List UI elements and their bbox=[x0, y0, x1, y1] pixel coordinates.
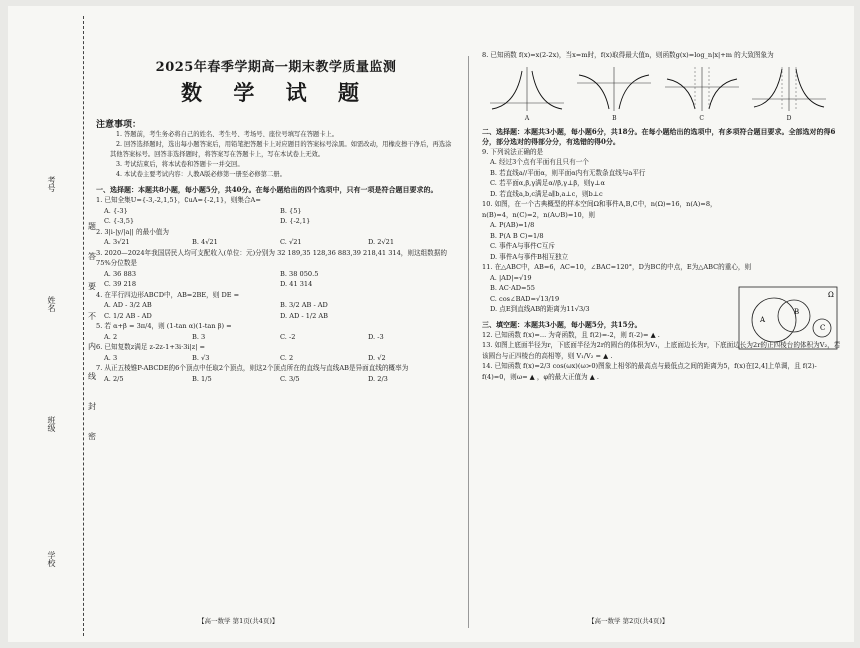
graph-a-icon bbox=[488, 65, 566, 113]
question-stem: 9. 下列说法正确的是 bbox=[482, 147, 544, 156]
option: B. √3 bbox=[192, 353, 210, 362]
footer-page-2: 【高一数学 第2页(共4页)】 bbox=[588, 617, 669, 625]
question-stem: 4. 在平行四边形ABCD中，AB=2BE，则 DE = bbox=[96, 290, 240, 299]
seal-word: 线 bbox=[88, 372, 96, 381]
question-stem: 12. 已知函数 f(x)=... 为奇函数，且 f(2)=-2，则 f(-2)= ▲ . bbox=[482, 330, 660, 339]
option: C. -2 bbox=[280, 332, 296, 341]
graph-label: D bbox=[786, 114, 792, 122]
option: C. 39 218 bbox=[104, 280, 137, 288]
option: B. 若直线a//平面α，则平面α内有无数条直线与a平行 bbox=[490, 168, 646, 177]
question-stem: 5. 若 α+β = 3π/4，则 (1-tan α)(1-tan β) = bbox=[96, 322, 232, 330]
option: D. √2 bbox=[368, 353, 386, 362]
option: B. P(A B C)=1/8 bbox=[490, 231, 544, 240]
option: A. 36 883 bbox=[104, 269, 137, 278]
notes-heading: 注意事项： bbox=[96, 120, 142, 130]
seal-word: 要 bbox=[88, 282, 96, 291]
note-item: 2. 回答选择题时，选出每小题答案后，用铅笔把答题卡上对应题目的答案标号涂黑。如需改动，用橡皮擦干净后，再选涂其他答案标号。回答非选择题时，将答案写在答题卡上，写在本试卷上无效。 bbox=[110, 141, 452, 158]
option: C. 2 bbox=[280, 353, 294, 362]
option: C. 事件A与事件C互斥 bbox=[490, 242, 555, 250]
question-options bbox=[96, 332, 456, 343]
section-heading: 二、选择题：本题共3小题，每小题6分，共18分。在每小题给出的选项中，有多项符合题目要求。全部选对的得6分，部分选对的得部分分，有选错的得0分。 bbox=[482, 126, 836, 146]
graph-d-icon bbox=[750, 65, 828, 113]
graph-b-icon bbox=[575, 65, 653, 113]
left-column bbox=[96, 50, 456, 384]
question-stem: 8. 已知函数 f(x)=x(2-2x)，当x=m时，f(x)取得最大值n，则函数g(x)=log_n|x|+m 的大致图象为 bbox=[482, 51, 774, 59]
option: A. 2 bbox=[104, 332, 118, 341]
option: A. |AD|=√19 bbox=[490, 273, 532, 282]
note-item: 3. 考试结束后，将本试卷和答题卡一并交回。 bbox=[116, 161, 244, 168]
seal-word: 不 bbox=[88, 312, 96, 321]
option: B. 3/2 AB - AD bbox=[280, 301, 328, 309]
question-stem: 2. 3|i-|y/|a|| 的最小值为 bbox=[96, 227, 169, 236]
right-column bbox=[482, 50, 844, 382]
option: B. 3 bbox=[192, 332, 206, 341]
option: B. 1/5 bbox=[192, 374, 212, 383]
graph-options bbox=[488, 65, 828, 122]
option: A. 2/5 bbox=[104, 374, 124, 383]
option: B. 38 050.5 bbox=[280, 269, 319, 278]
option: B. {5} bbox=[280, 206, 302, 215]
option: A. 经过3个点有平面有且只有一个 bbox=[490, 158, 589, 166]
note-item: 1. 答题前，考生务必将自己的姓名、考生号、考场号、座位号填写在答题卡上。 bbox=[116, 131, 339, 138]
venn-label: B bbox=[794, 308, 800, 316]
question-options bbox=[96, 269, 456, 290]
option: D. 2/3 bbox=[368, 374, 388, 383]
option: A. AD - 3/2 AB bbox=[104, 301, 152, 309]
option: D. 41 314 bbox=[280, 280, 313, 288]
question-stem: 10. 如图，在一个古典概型的样本空间Ω和事件A,B,C中，n(Ω)=16，n(A)=8，n(B)=4，n(C)=2，n(A∪B)=10，则 bbox=[482, 200, 717, 219]
seal-word: 题 bbox=[88, 222, 96, 231]
note-item: 4. 本试卷主要考试内容：人教A版必修第一册至必修第二册。 bbox=[116, 171, 286, 178]
option: C. 若平面α,β,γ满足α//β,γ⊥β，则γ⊥α bbox=[490, 179, 605, 187]
option: A. 3 bbox=[104, 353, 118, 362]
venn-label: Ω bbox=[828, 291, 834, 299]
option: C. {-3,5} bbox=[104, 217, 135, 225]
question-stem: 1. 已知全集U={-3,-2,1,5}，∁uA={-2,1}，则集合A= bbox=[96, 196, 261, 204]
question-options bbox=[96, 237, 456, 248]
option: D. AD - 1/2 AB bbox=[280, 311, 329, 320]
exam-sheet bbox=[8, 6, 854, 642]
binding-line bbox=[83, 16, 84, 636]
option: C. 1/2 AB - AD bbox=[104, 311, 152, 320]
option: A. P(AB)=1/8 bbox=[490, 221, 535, 229]
graph-c-icon bbox=[663, 65, 741, 113]
graph-label: B bbox=[612, 114, 617, 122]
exam-title: 2025年春季学期高一期末教学质量监测 bbox=[155, 60, 397, 75]
question-stem: 14. 已知函数 f(x)=2/3 cos(ωx)(ω>0)图象上相邻的最高点与最低点之间的距离为5，f(x)在[2,4]上单调，且 f(2)-f(4)=0，则ω= ▲ ，φ的最大正值为 ▲ . bbox=[482, 362, 817, 381]
seal-word: 封 bbox=[88, 402, 96, 411]
question-stem: 13. 如图上底面半径为r，下底面半径为2r的圆台的体积为V₁，上底面边长为r，下底面边长为2r的正四棱台的体积为V₂，若该圆台与正四棱台的高相等，则 V₁/V₂ = ▲ . bbox=[482, 341, 841, 360]
venn-diagram bbox=[738, 286, 838, 350]
footer-page-1: 【高一数学 第1页(共4页)】 bbox=[198, 617, 279, 625]
venn-label: A bbox=[760, 316, 766, 324]
subject-title: 数 学 试 题 bbox=[181, 80, 371, 105]
section-heading: 一、选择题：本题共8小题，每小题5分，共40分。在每小题给出的四个选项中，只有一项是符合题目要求的。 bbox=[96, 185, 438, 194]
question-options bbox=[96, 206, 456, 227]
question-options bbox=[96, 300, 456, 321]
column-divider bbox=[468, 56, 469, 628]
option: D. {-2,1} bbox=[280, 217, 311, 225]
option: A. 3√21 bbox=[104, 238, 130, 246]
option: B. AC·AD=55 bbox=[490, 284, 535, 292]
graph-option-b bbox=[575, 65, 653, 122]
venn-label: C bbox=[820, 324, 826, 332]
option: D. 若直线a,b,c满足a∥b,a⊥c，则b⊥c bbox=[490, 189, 603, 198]
graph-option-a bbox=[488, 65, 566, 122]
option: C. √21 bbox=[280, 238, 302, 246]
option: C. cos∠BAD=√13/19 bbox=[490, 294, 560, 303]
question-list-left bbox=[96, 195, 456, 384]
option: D. 点E到直线AB的距离为11√3/3 bbox=[490, 305, 590, 313]
question-options bbox=[96, 374, 456, 385]
question-stem: 11. 在△ABC中，AB=6，AC=10，∠BAC=120°，D为BC的中点，E为△ABC的重心，则 bbox=[482, 263, 752, 271]
graph-option-c bbox=[663, 65, 741, 122]
question-stem: 6. 已知复数z满足 z-2z-1+3i·3i|z| = bbox=[96, 343, 206, 351]
seal-word: 答 bbox=[88, 252, 96, 261]
graph-option-d bbox=[750, 65, 828, 122]
label-xuexiao: 学校 bbox=[47, 551, 56, 567]
section-heading: 三、填空题：本题共3小题，每小题5分，共15分。 bbox=[482, 319, 642, 329]
label-kaohao: 考号 bbox=[47, 176, 56, 192]
option: C. 3/5 bbox=[280, 374, 300, 383]
question-stem: 3. 2020—2024年我国居民人均可支配收入(单位：元)分别为 32 189,35 128,36 883,39 218,41 314，则这组数据的75%分位数是 bbox=[96, 248, 447, 267]
label-xingming: 姓名 bbox=[47, 296, 56, 312]
label-banji: 班级 bbox=[47, 416, 56, 432]
option: D. 2√21 bbox=[368, 238, 395, 246]
seal-word: 密 bbox=[88, 432, 96, 441]
option: D. 事件A与事件B相互独立 bbox=[490, 252, 569, 261]
question-options bbox=[96, 353, 456, 364]
question-stem: 7. 从正五棱锥P-ABCDE的6个顶点中任取2个顶点，则这2个顶点所在的直线与直线AB是异面直线的概率为 bbox=[96, 364, 409, 372]
option: B. 4√21 bbox=[192, 238, 218, 246]
graph-label: A bbox=[524, 114, 530, 122]
graph-label: C bbox=[699, 114, 704, 122]
seal-word: 内 bbox=[88, 342, 96, 351]
option: A. {-3} bbox=[104, 206, 128, 215]
binding-strip bbox=[26, 16, 96, 636]
option: D. -3 bbox=[368, 332, 384, 341]
